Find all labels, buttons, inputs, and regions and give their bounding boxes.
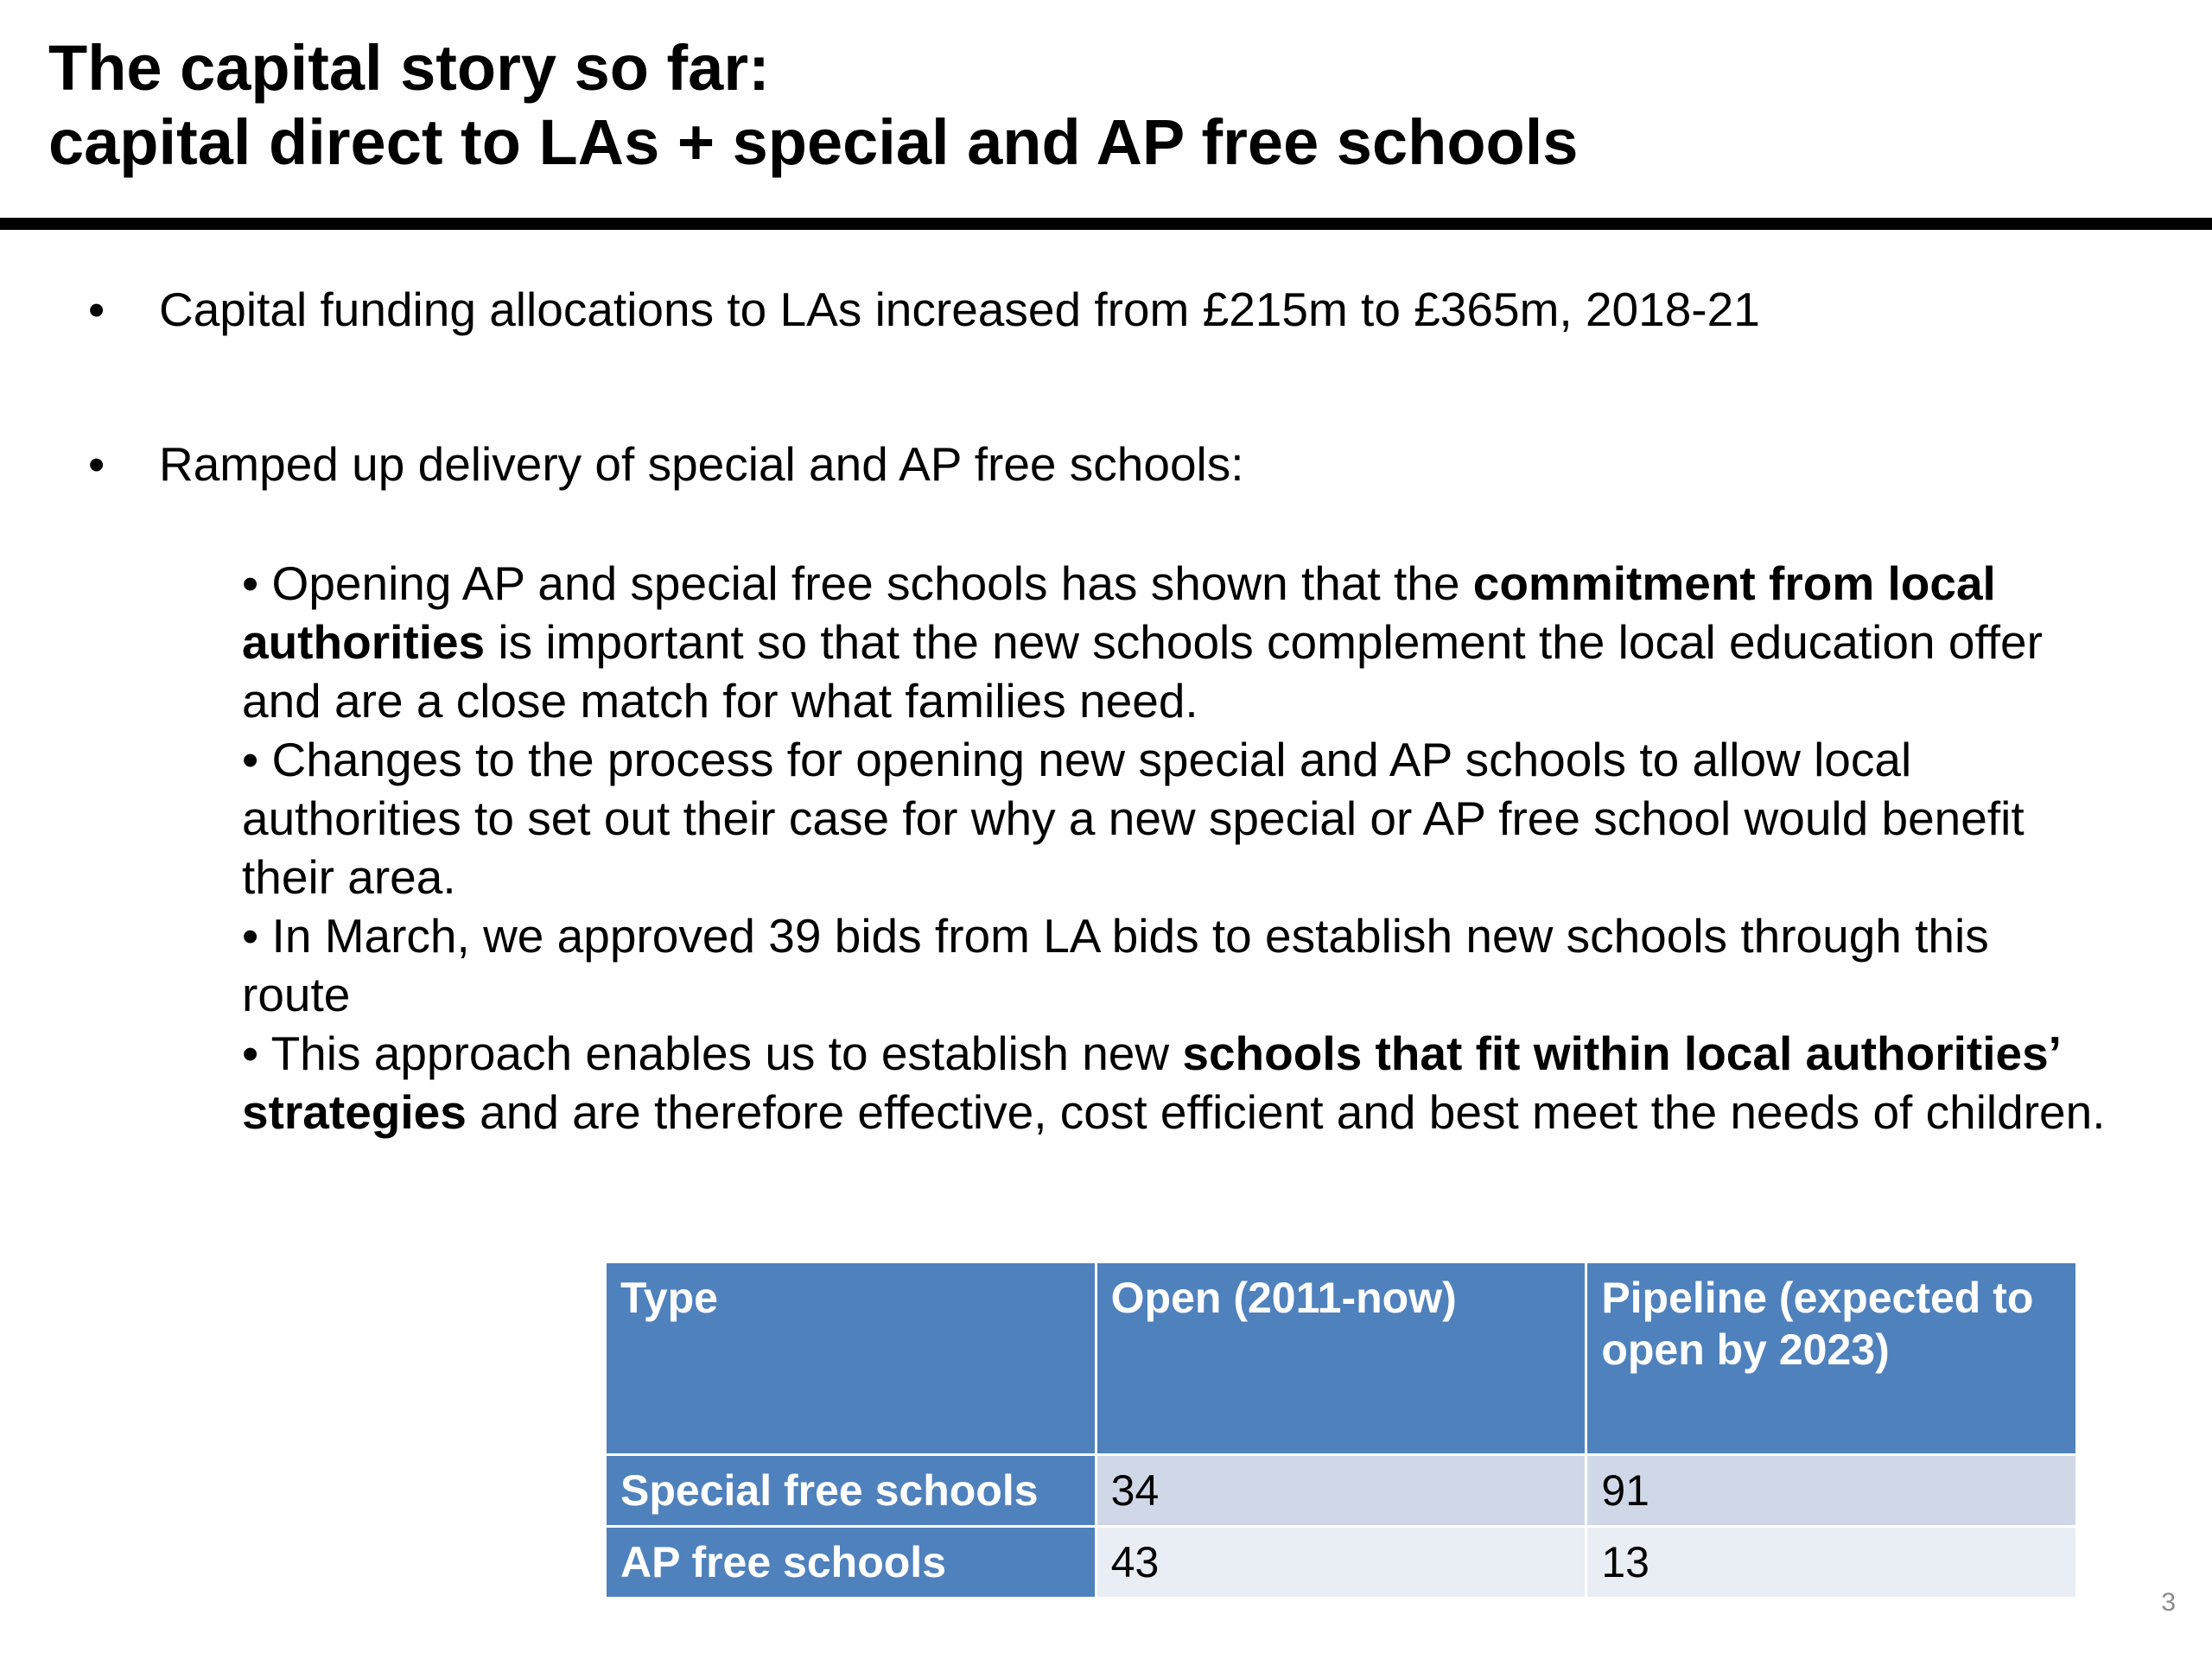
cell-pipeline-special: 91 bbox=[1587, 1456, 2075, 1525]
bullet-dot-icon: • bbox=[88, 437, 105, 491]
title-line-2: capital direct to LAs + special and AP free schools bbox=[48, 106, 1579, 178]
bullet-dot-icon: • bbox=[242, 556, 259, 610]
cell-open-ap: 43 bbox=[1097, 1528, 1586, 1597]
row-label-special: Special free schools bbox=[607, 1456, 1095, 1525]
bullet-dot-icon: • bbox=[242, 909, 259, 963]
sub-bullet-bold: schools that fit within local authorities’ strategies bbox=[242, 1027, 2059, 1139]
free-schools-table bbox=[604, 1261, 2078, 1599]
bullet-dot-icon: • bbox=[242, 733, 259, 786]
sub-bullet-text: and are therefore effective, cost efficient and best meet the needs of children. bbox=[466, 1085, 2106, 1139]
title-divider bbox=[0, 218, 2212, 230]
title-line-1: The capital story so far: bbox=[48, 32, 770, 104]
column-header-type: Type bbox=[607, 1263, 1095, 1453]
cell-pipeline-ap: 13 bbox=[1587, 1528, 2075, 1597]
column-header-pipeline: Pipeline (expected to open by 2023) bbox=[1587, 1263, 2075, 1453]
sub-bullet-text: Opening AP and special free schools has shown that the bbox=[271, 556, 1473, 610]
sub-bullet-list bbox=[242, 554, 2108, 1141]
sub-bullet-text: is important so that the new schools complement the local education offer and are a close match for what families need. bbox=[242, 615, 2043, 728]
sub-bullet-text: In March, we approved 39 bids from LA bids to establish new schools through this route bbox=[242, 909, 1989, 1021]
cell-open-special: 34 bbox=[1097, 1456, 1586, 1525]
table-header-row bbox=[607, 1263, 2075, 1453]
table-row bbox=[607, 1528, 2075, 1597]
bullet-dot-icon: • bbox=[242, 1027, 259, 1080]
table-row bbox=[607, 1456, 2075, 1525]
bullet-dot-icon: • bbox=[88, 283, 105, 336]
sub-bullet-approach bbox=[242, 1024, 2108, 1141]
bullet-text: Capital funding allocations to LAs increased from £215m to £365m, 2018-21 bbox=[159, 283, 1760, 336]
row-label-ap: AP free schools bbox=[607, 1528, 1095, 1597]
sub-bullet-approved-bids bbox=[242, 906, 2108, 1024]
bullet-text: Ramped up delivery of special and AP free schools: bbox=[159, 437, 1244, 491]
column-header-open: Open (2011-now) bbox=[1097, 1263, 1586, 1453]
sub-bullet-process-changes bbox=[242, 730, 2108, 906]
sub-bullet-text: This approach enables us to establish new bbox=[270, 1027, 1183, 1080]
slide-title bbox=[48, 31, 2122, 180]
bullet-ramped-delivery bbox=[88, 435, 2146, 493]
page-number: 3 bbox=[2161, 1588, 2176, 1617]
sub-bullet-bold: commitment from local authorities bbox=[242, 556, 1996, 669]
bullet-capital-funding bbox=[88, 280, 2146, 339]
sub-bullet-commitment bbox=[242, 554, 2108, 730]
sub-bullet-text: Changes to the process for opening new special and AP schools to allow local authorities to set out their case for why a new special or AP free school would benefit their area. bbox=[242, 733, 2024, 904]
